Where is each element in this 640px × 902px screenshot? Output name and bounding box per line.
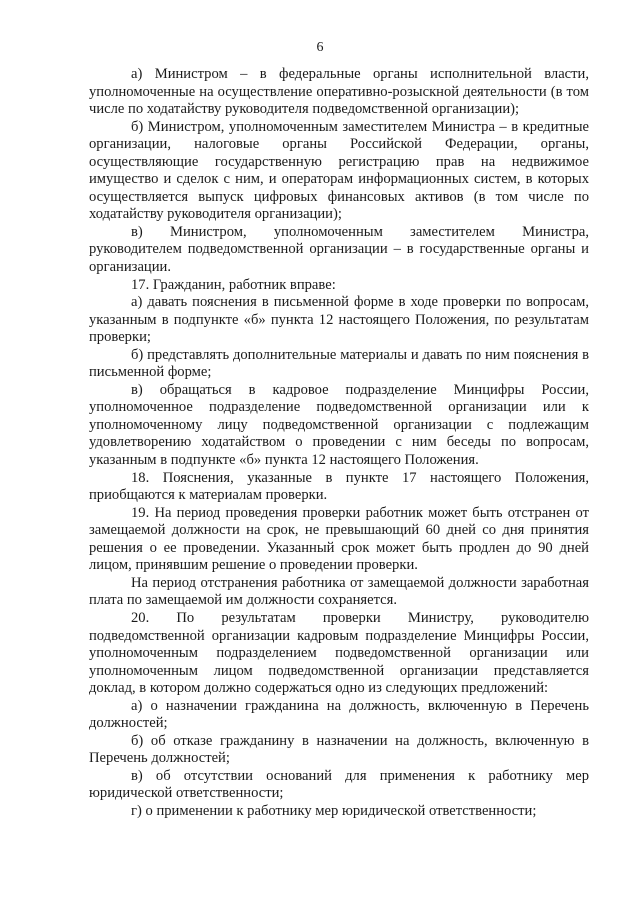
paragraph-16c: в) Министром, уполномоченным заместителем Министра, руководителем подведомственной организации – в государственные органы и организации. [89, 223, 589, 276]
paragraph-17b: б) представлять дополнительные материалы и давать по ним пояснения в письменной форме; [89, 346, 589, 381]
paragraph-19: 19. На период проведения проверки работник может быть отстранен от замещаемой должности на срок, не превышающий 60 дней со дня принятия решения о ее проведении. Указанный срок может быть продлен до 90 дней лицом, принявшим решение о проведении проверки. [89, 504, 589, 574]
paragraph-20a: а) о назначении гражданина на должность, включенную в Перечень должностей; [89, 697, 589, 732]
paragraph-20d: г) о применении к работнику мер юридической ответственности; [131, 802, 537, 819]
paragraph-20c: в) об отсутствии оснований для применения к работнику мер юридической ответственности; [89, 767, 589, 802]
paragraph-18: 18. Пояснения, указанные в пункте 17 настоящего Положения, приобщаются к материалам проверки. [89, 469, 589, 504]
paragraph-19-salary: На период отстранения работника от замещаемой должности заработная плата по замещаемой им должности сохраняется. [89, 574, 589, 609]
paragraph-20: 20. По результатам проверки Министру, руководителю подведомственной организации кадровым подразделение Минцифры России, уполномоченным подразделением подведомственной организации или уполномоченным лицом подведомственной организации представляется доклад, в котором должно содержаться одно из следующих предложений: [89, 609, 589, 697]
paragraph-16a: а) Министром – в федеральные органы исполнительной власти, уполномоченные на осуществление оперативно-розыскной деятельности (в том числе по ходатайству руководителя подведомственной организации); [89, 66, 589, 118]
paragraph-17c: в) обращаться в кадровое подразделение Минцифры России, уполномоченное подразделение подведомственной организации или к уполномоченному лицу подведомственной организации с подлежащим удовлетворению ходатайством о проведении с ним беседы по вопросам, указанным в подпункте «б» пункта 12 настоящего Положения. [89, 381, 589, 469]
paragraph-17: 17. Гражданин, работник вправе: [131, 276, 336, 293]
paragraph-17a: а) давать пояснения в письменной форме в ходе проверки по вопросам, указанным в подпункте «б» пункта 12 настоящего Положения, по результатам проверки; [89, 294, 589, 346]
document-body [89, 66, 589, 821]
page-number: 6 [316, 40, 324, 55]
paragraph-20b: б) об отказе гражданину в назначении на должность, включенную в Перечень должностей; [89, 732, 589, 767]
paragraph-16b: б) Министром, уполномоченным заместителем Министра – в кредитные организации, налоговые органы Российской Федерации, органы, осуществляющие государственную регистрацию прав на недвижимое имущество и сделок с ним, и операторам информационных систем, в которых осуществляется выпуск цифровых финансовых активов (в том числе по ходатайству руководителя организации); [89, 118, 589, 223]
